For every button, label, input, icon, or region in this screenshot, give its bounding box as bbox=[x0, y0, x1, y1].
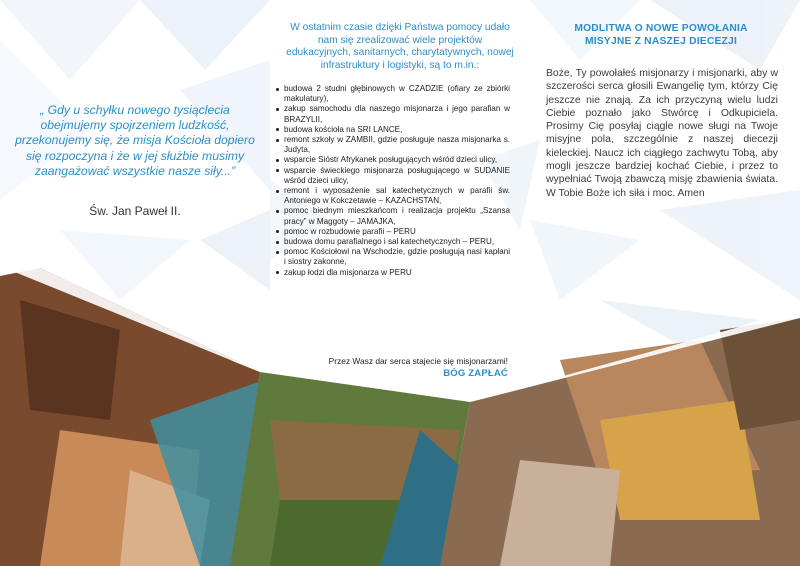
prayer-text: Boże, Ty powołałeś misjonarzy i misjonarki, aby w szczerości serca głosili Ewangelię tym, którzy Cię jeszcze nie znają. Za ich przyczyną wielu ludzi Ciebie poznało jako Stwórcę i Odkupiciela. Prosimy Cię posyłaj ciągle nowe sługi na Twoje misyjne pola, szczególnie z naszej diecezji kieleckiej. Naucz ich ciągłego zachwytu Tobą, aby mogli jeszcze bardziej kochać Ciebie, i przez to wypełniać Twoją zbawczą misję zbawienia świata. W Tobie Boże ich siła i moc. Amen bbox=[546, 68, 778, 199]
bog-zaplac-heading: BÓG ZAPŁAĆ bbox=[443, 368, 508, 379]
list-item: wsparcie świeckiego misjonarza posługującego w SUDANIE wśród dzieci ulicy, bbox=[276, 166, 510, 186]
list-item: budowa 2 studni głębinowych w CZADZIE (ofiary ze zbiórki makulatury), bbox=[276, 84, 510, 104]
list-item: budowa kościoła na SRI LANCE, bbox=[276, 125, 510, 135]
quote-author: Św. Jan Paweł II. bbox=[89, 204, 181, 218]
list-item: budowa domu parafialnego i sal katechetycznych – PERU, bbox=[276, 237, 510, 247]
list-item: pomoc w rozbudowie parafii – PERU bbox=[276, 227, 510, 237]
list-item: remont i wyposażenie sal katechetycznych w parafii św. Antoniego w Kokczetawie – KAZACHSTAN, bbox=[276, 186, 510, 206]
list-item: pomoc biednym mieszkańcom i realizacja projektu „Szansa pracy” w Maggoty – JAMAJKA, bbox=[276, 206, 510, 226]
list-item: remont szkoły w ZAMBII, gdzie posługuje nasza misjonarka s. Judyta, bbox=[276, 135, 510, 155]
quote-text: „ Gdy u schyłku nowego tysiąclecia obejmujemy spojrzeniem ludzkość, przekonujemy się, że misja Kościoła dopiero się rozpoczyna i że w jej służbie musimy zaangażować wszystkie nasze siły...” bbox=[15, 103, 255, 178]
list-item: zakup łodzi dla misjonarza w PERU bbox=[276, 268, 510, 278]
list-item: zakup samochodu dla naszego misjonarza i jego parafian w BRAZYLII, bbox=[276, 104, 510, 124]
projects-list bbox=[276, 84, 510, 278]
list-item: pomoc Kościołowi na Wschodzie, gdzie posługują nasi kapłani i siostry zakonne, bbox=[276, 247, 510, 267]
list-item: wsparcie Sióstr Afrykanek posługujących wśród dzieci ulicy, bbox=[276, 155, 510, 165]
projects-intro: W ostatnim czasie dzięki Państwa pomocy udało nam się zrealizować wiele projektów edukacyjnych, sanitarnych, charytatywnych, nowej infrastruktury i logistyki, są to m.in.: bbox=[286, 22, 514, 71]
closing-line: Przez Wasz dar serca stajecie się misjonarzami! bbox=[328, 356, 508, 366]
prayer-title: MODLITWA O NOWE POWOŁANIA MISYJNE Z NASZEJ DIECEZJI bbox=[574, 23, 748, 47]
